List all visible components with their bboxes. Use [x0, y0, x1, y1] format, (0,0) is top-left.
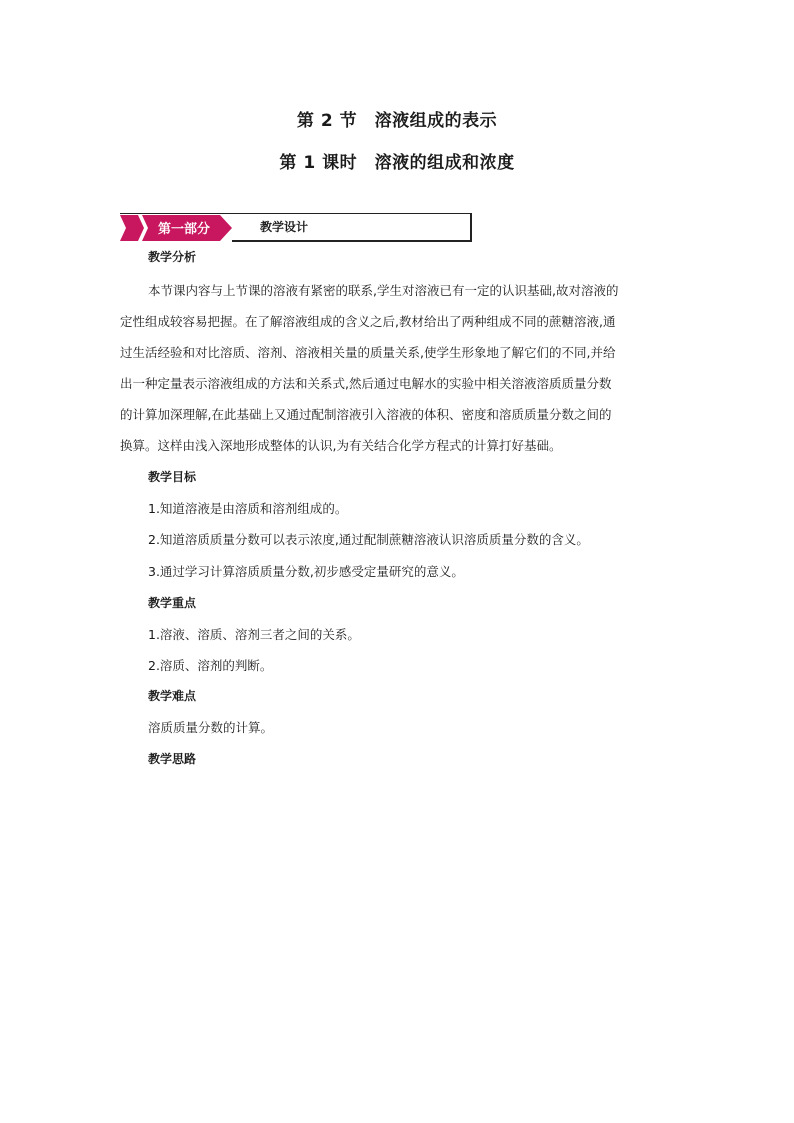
- analysis-heading: 教学分析: [148, 250, 197, 264]
- analysis-line: 过生活经验和对比溶质、溶剂、溶液相关量的质量关系,使学生形象地了解它们的不同,并给: [120, 345, 616, 360]
- section-title: 第 2 节 溶液组成的表示: [296, 111, 498, 131]
- difficulties-heading: 教学难点: [148, 689, 197, 703]
- part-section-name: 教学设计: [260, 220, 309, 234]
- analysis-line: 本节课内容与上节课的溶液有紧密的联系,学生对溶液已有一定的认识基础,故对溶液的: [148, 283, 619, 298]
- analysis-line: 定性组成较容易把握。在了解溶液组成的含义之后,教材给出了两种组成不同的蔗糖溶液,通: [120, 314, 616, 329]
- analysis-line: 换算。这样由浅入深地形成整体的认识,为有关结合化学方程式的计算打好基础。: [120, 438, 562, 453]
- part-header-bar: [120, 213, 472, 241]
- key-point-item: 2.溶质、溶剂的判断。: [148, 658, 273, 673]
- analysis-line: 的计算加深理解,在此基础上又通过配制溶液引入溶液的体积、密度和溶质质量分数之间的: [120, 407, 612, 422]
- objectives-heading: 教学目标: [148, 470, 197, 484]
- header-right-rule: [470, 213, 472, 242]
- analysis-line: 出一种定量表示溶液组成的方法和关系式,然后通过电解水的实验中相关溶液溶质质量分数: [120, 376, 612, 391]
- header-top-rule: [120, 213, 472, 214]
- lesson-title: 第 1 课时 溶液的组成和浓度: [279, 153, 515, 173]
- approach-heading: 教学思路: [148, 752, 197, 766]
- header-bottom-rule: [232, 240, 472, 242]
- key-points-heading: 教学重点: [148, 596, 197, 610]
- objective-item: 1.知道溶液是由溶质和溶剂组成的。: [148, 501, 348, 516]
- badge-chevron-left: [120, 215, 144, 241]
- objective-item: 2.知道溶质质量分数可以表示浓度,通过配制蔗糖溶液认识溶质质量分数的含义。: [148, 532, 589, 547]
- key-point-item: 1.溶液、溶质、溶剂三者之间的关系。: [148, 627, 360, 642]
- part-badge-label: 第一部分: [157, 222, 210, 237]
- objective-item: 3.通过学习计算溶质质量分数,初步感受定量研究的意义。: [148, 564, 464, 579]
- difficulty-item: 溶质质量分数的计算。: [148, 720, 274, 735]
